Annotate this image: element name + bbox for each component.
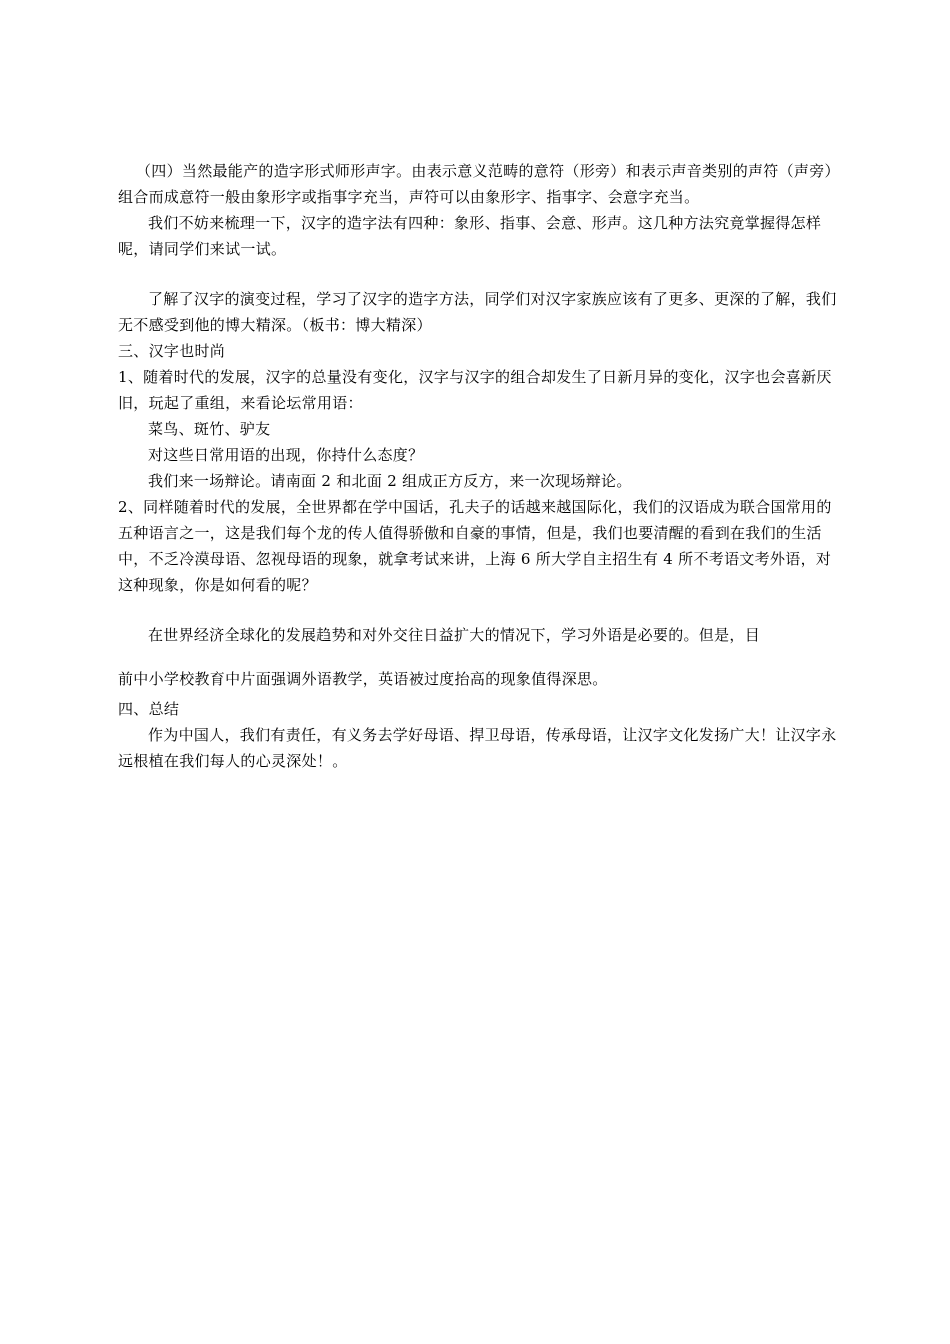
paragraph-summary-methods: 我们不妨来梳理一下，汉字的造字法有四种：象形、指事、会意、形声。这几种方法究竟掌握得怎样呢，请同学们来试一试。 — [118, 214, 822, 258]
paragraph-foreign-language-cont: 前中小学校教育中片面强调外语教学，英语被过度抬高的现象值得深思。 — [118, 670, 608, 688]
paragraph-summary: 作为中国人，我们有责任，有义务去学好母语、捍卫母语，传承母语，让汉字文化发扬广大！让汉字永远根植在我们每人的心灵深处！。 — [118, 726, 837, 770]
paragraph-foreign-language: 在世界经济全球化的发展趋势和对外交往日益扩大的情况下，学习外语是必要的。但是，目 — [148, 626, 761, 644]
paragraph-conclusion-evolution: 了解了汉字的演变过程，学习了汉字的造字方法，同学们对汉字家族应该有了更多、更深的了解，我们无不感受到他的博大精深。（板书：博大精深） — [118, 290, 837, 334]
paragraph-attitude-question: 对这些日常用语的出现，你持什么态度？ — [148, 446, 424, 464]
section-heading-3: 三、汉字也时尚 — [118, 342, 226, 360]
paragraph-xingsheng: （四）当然最能产的造字形式师形声字。由表示意义范畴的意符（形旁）和表示声音类别的声符（声旁）组合而成意符一般由象形字或指事字充当，声符可以由象形字、指事字、会意字充当。 — [118, 162, 833, 206]
paragraph-forum-terms: 菜鸟、斑竹、驴友 — [148, 420, 271, 438]
paragraph-fashion-2: 2、同样随着时代的发展，全世界都在学中国话，孔夫子的话越来越国际化，我们的汉语成为联合国常用的五种语言之一，这是我们每个龙的传人值得骄傲和自豪的事情，但是，我们也要清醒的看到在我们的生活中，不乏冷漠母语、忽视母语的现象，就拿考试来讲，上海 6 所大学自主招生有 4 所不考语文考外语，对这种现象，你是如何看的呢？ — [118, 498, 832, 594]
paragraph-fashion-1: 1、随着时代的发展，汉字的总量没有变化，汉字与汉字的组合却发生了日新月异的变化，汉字也会喜新厌旧，玩起了重组，来看论坛常用语： — [118, 368, 832, 412]
section-heading-4: 四、总结 — [118, 700, 180, 718]
paragraph-debate: 我们来一场辩论。请南面 2 和北面 2 组成正方反方，来一次现场辩论。 — [148, 472, 632, 490]
document-page — [118, 158, 838, 774]
